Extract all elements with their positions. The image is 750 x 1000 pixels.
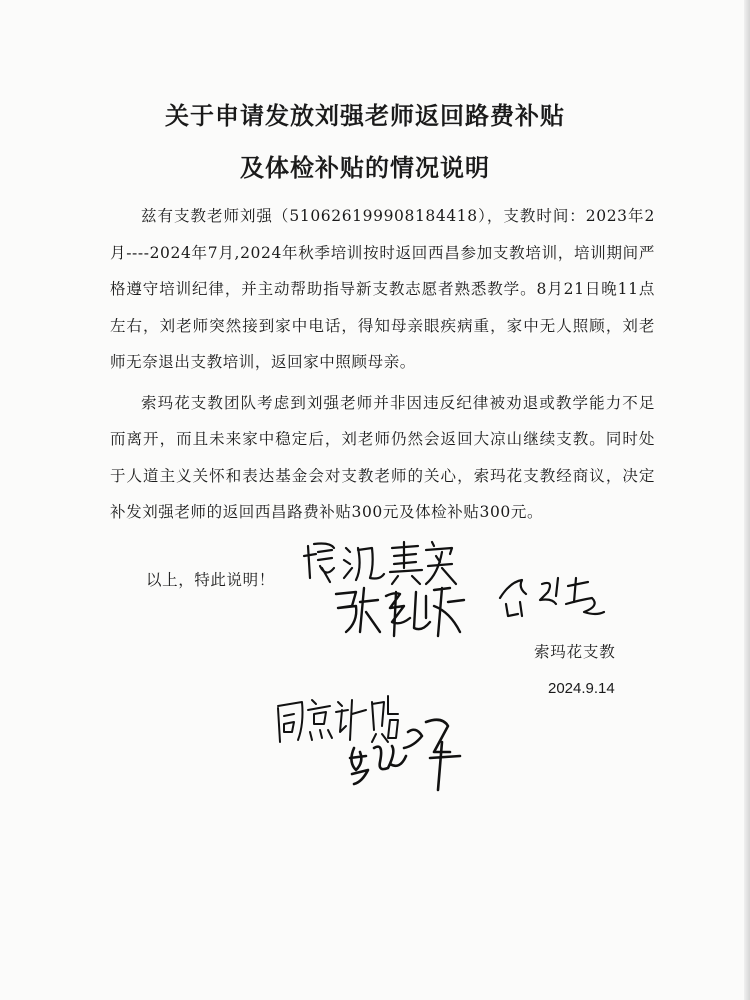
document-title-line-1: 关于申请发放刘强老师返回路费补贴 xyxy=(165,102,565,130)
scan-edge-shadow xyxy=(744,0,750,1000)
handwritten-annotation-verified xyxy=(300,538,460,588)
document-body xyxy=(110,198,655,531)
document-title-line-2: 及体检补贴的情况说明 xyxy=(240,154,490,182)
organization-name: 索玛花支教 xyxy=(534,643,616,661)
closing-remark: 以上，特此说明！ xyxy=(146,571,275,589)
handwritten-signature-3 xyxy=(344,712,464,792)
handwritten-signature-2 xyxy=(496,574,606,620)
paragraph-1: 兹有支教老师刘强（510626199908184418），支教时间：2023年2月----2024年7月,2024年秋季培训按时返回西昌参加支教培训，培训期间严格遵守培训纪律，并主动帮助指导新支教志愿者熟悉教学。8月21日晚11点左右，刘老师突然接到家中电话，得知母亲眼疾病重，家中无人照顾，刘老师无奈退出支教培训，返回家中照顾母亲。 xyxy=(110,207,655,371)
document-date: 2024.9.14 xyxy=(548,680,615,697)
handwritten-signature-1 xyxy=(330,582,480,642)
paragraph-2: 索玛花支教团队考虑到刘强老师并非因违反纪律被劝退或教学能力不足而离开，而且未来家中稳定后，刘老师仍然会返回大凉山继续支教。同时处于人道主义关怀和表达基金会对支教老师的关心，索玛花支教经商议，决定补发刘强老师的返回西昌路费补贴300元及体检补贴300元。 xyxy=(110,393,655,521)
